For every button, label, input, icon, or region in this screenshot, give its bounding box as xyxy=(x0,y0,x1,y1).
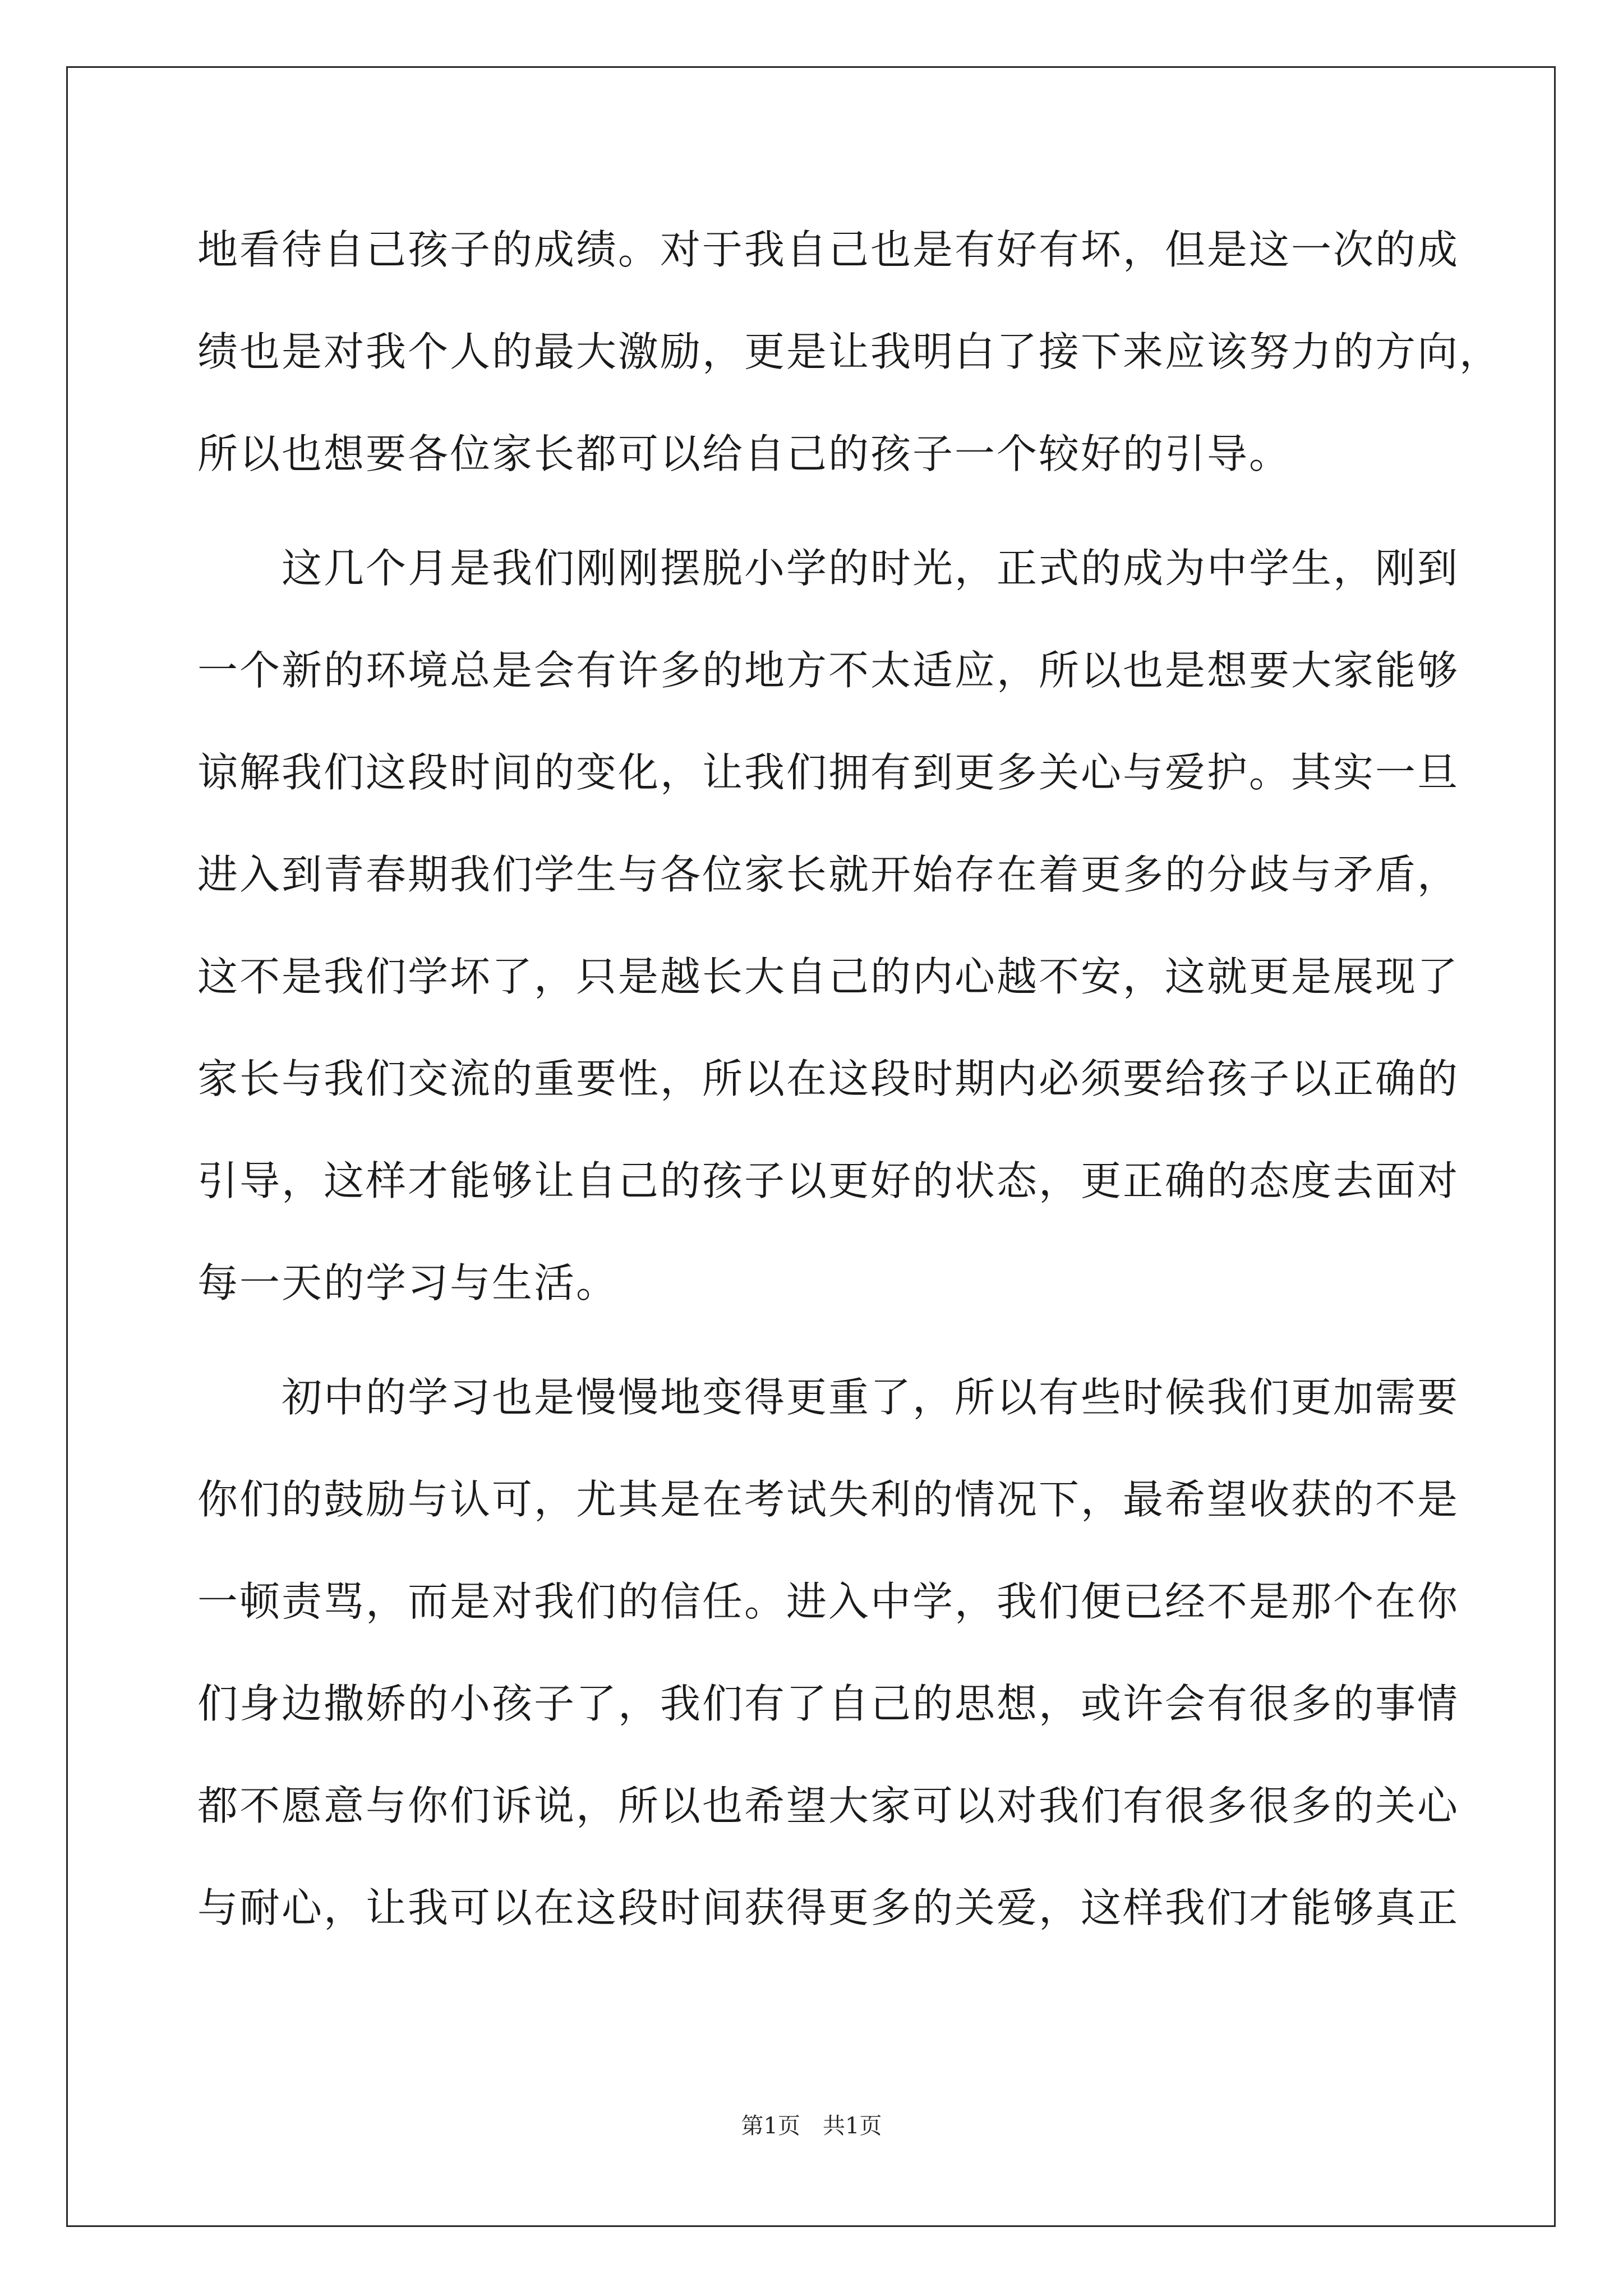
text-line: 家长与我们交流的重要性，所以在这段时期内必须要给孩子以正确的 xyxy=(197,1055,1460,1102)
text-line: 这不是我们学坏了，只是越长大自己的内心越不安，这就更是展现了 xyxy=(197,953,1460,1000)
text-line: 绩也是对我个人的最大激励，更是让我明白了接下来应该努力的方向， xyxy=(197,328,1502,375)
text-line: 每一天的学习与生活。 xyxy=(197,1259,619,1306)
text-line: 你们的鼓励与认可，尤其是在考试失利的情况下，最希望收获的不是 xyxy=(197,1476,1460,1523)
text-line: 都不愿意与你们诉说，所以也希望大家可以对我们有很多很多的关心 xyxy=(197,1782,1460,1829)
text-line: 初中的学习也是慢慢地变得更重了，所以有些时候我们更加需要 xyxy=(282,1374,1460,1421)
page-number-footer: 第1页 共1页 xyxy=(741,2113,882,2139)
text-line: 们身边撒娇的小孩子了，我们有了自己的思想，或许会有很多的事情 xyxy=(197,1680,1460,1727)
text-line: 谅解我们这段时间的变化，让我们拥有到更多关心与爱护。其实一旦 xyxy=(197,749,1460,796)
text-line: 地看待自己孩子的成绩。对于我自己也是有好有坏，但是这一次的成 xyxy=(197,226,1460,273)
text-line: 一个新的环境总是会有许多的地方不太适应，所以也是想要大家能够 xyxy=(197,647,1460,694)
text-line: 一顿责骂，而是对我们的信任。进入中学，我们便已经不是那个在你 xyxy=(197,1578,1460,1625)
text-line: 进入到青春期我们学生与各位家长就开始存在着更多的分歧与矛盾， xyxy=(197,851,1460,898)
text-line: 引导，这样才能够让自己的孩子以更好的状态，更正确的态度去面对 xyxy=(197,1157,1460,1204)
text-line: 所以也想要各位家长都可以给自己的孩子一个较好的引导。 xyxy=(197,430,1292,477)
text-line: 与耐心，让我可以在这段时间获得更多的关爱，这样我们才能够真正 xyxy=(197,1884,1460,1931)
text-line: 这几个月是我们刚刚摆脱小学的时光，正式的成为中学生，刚到 xyxy=(282,545,1460,592)
